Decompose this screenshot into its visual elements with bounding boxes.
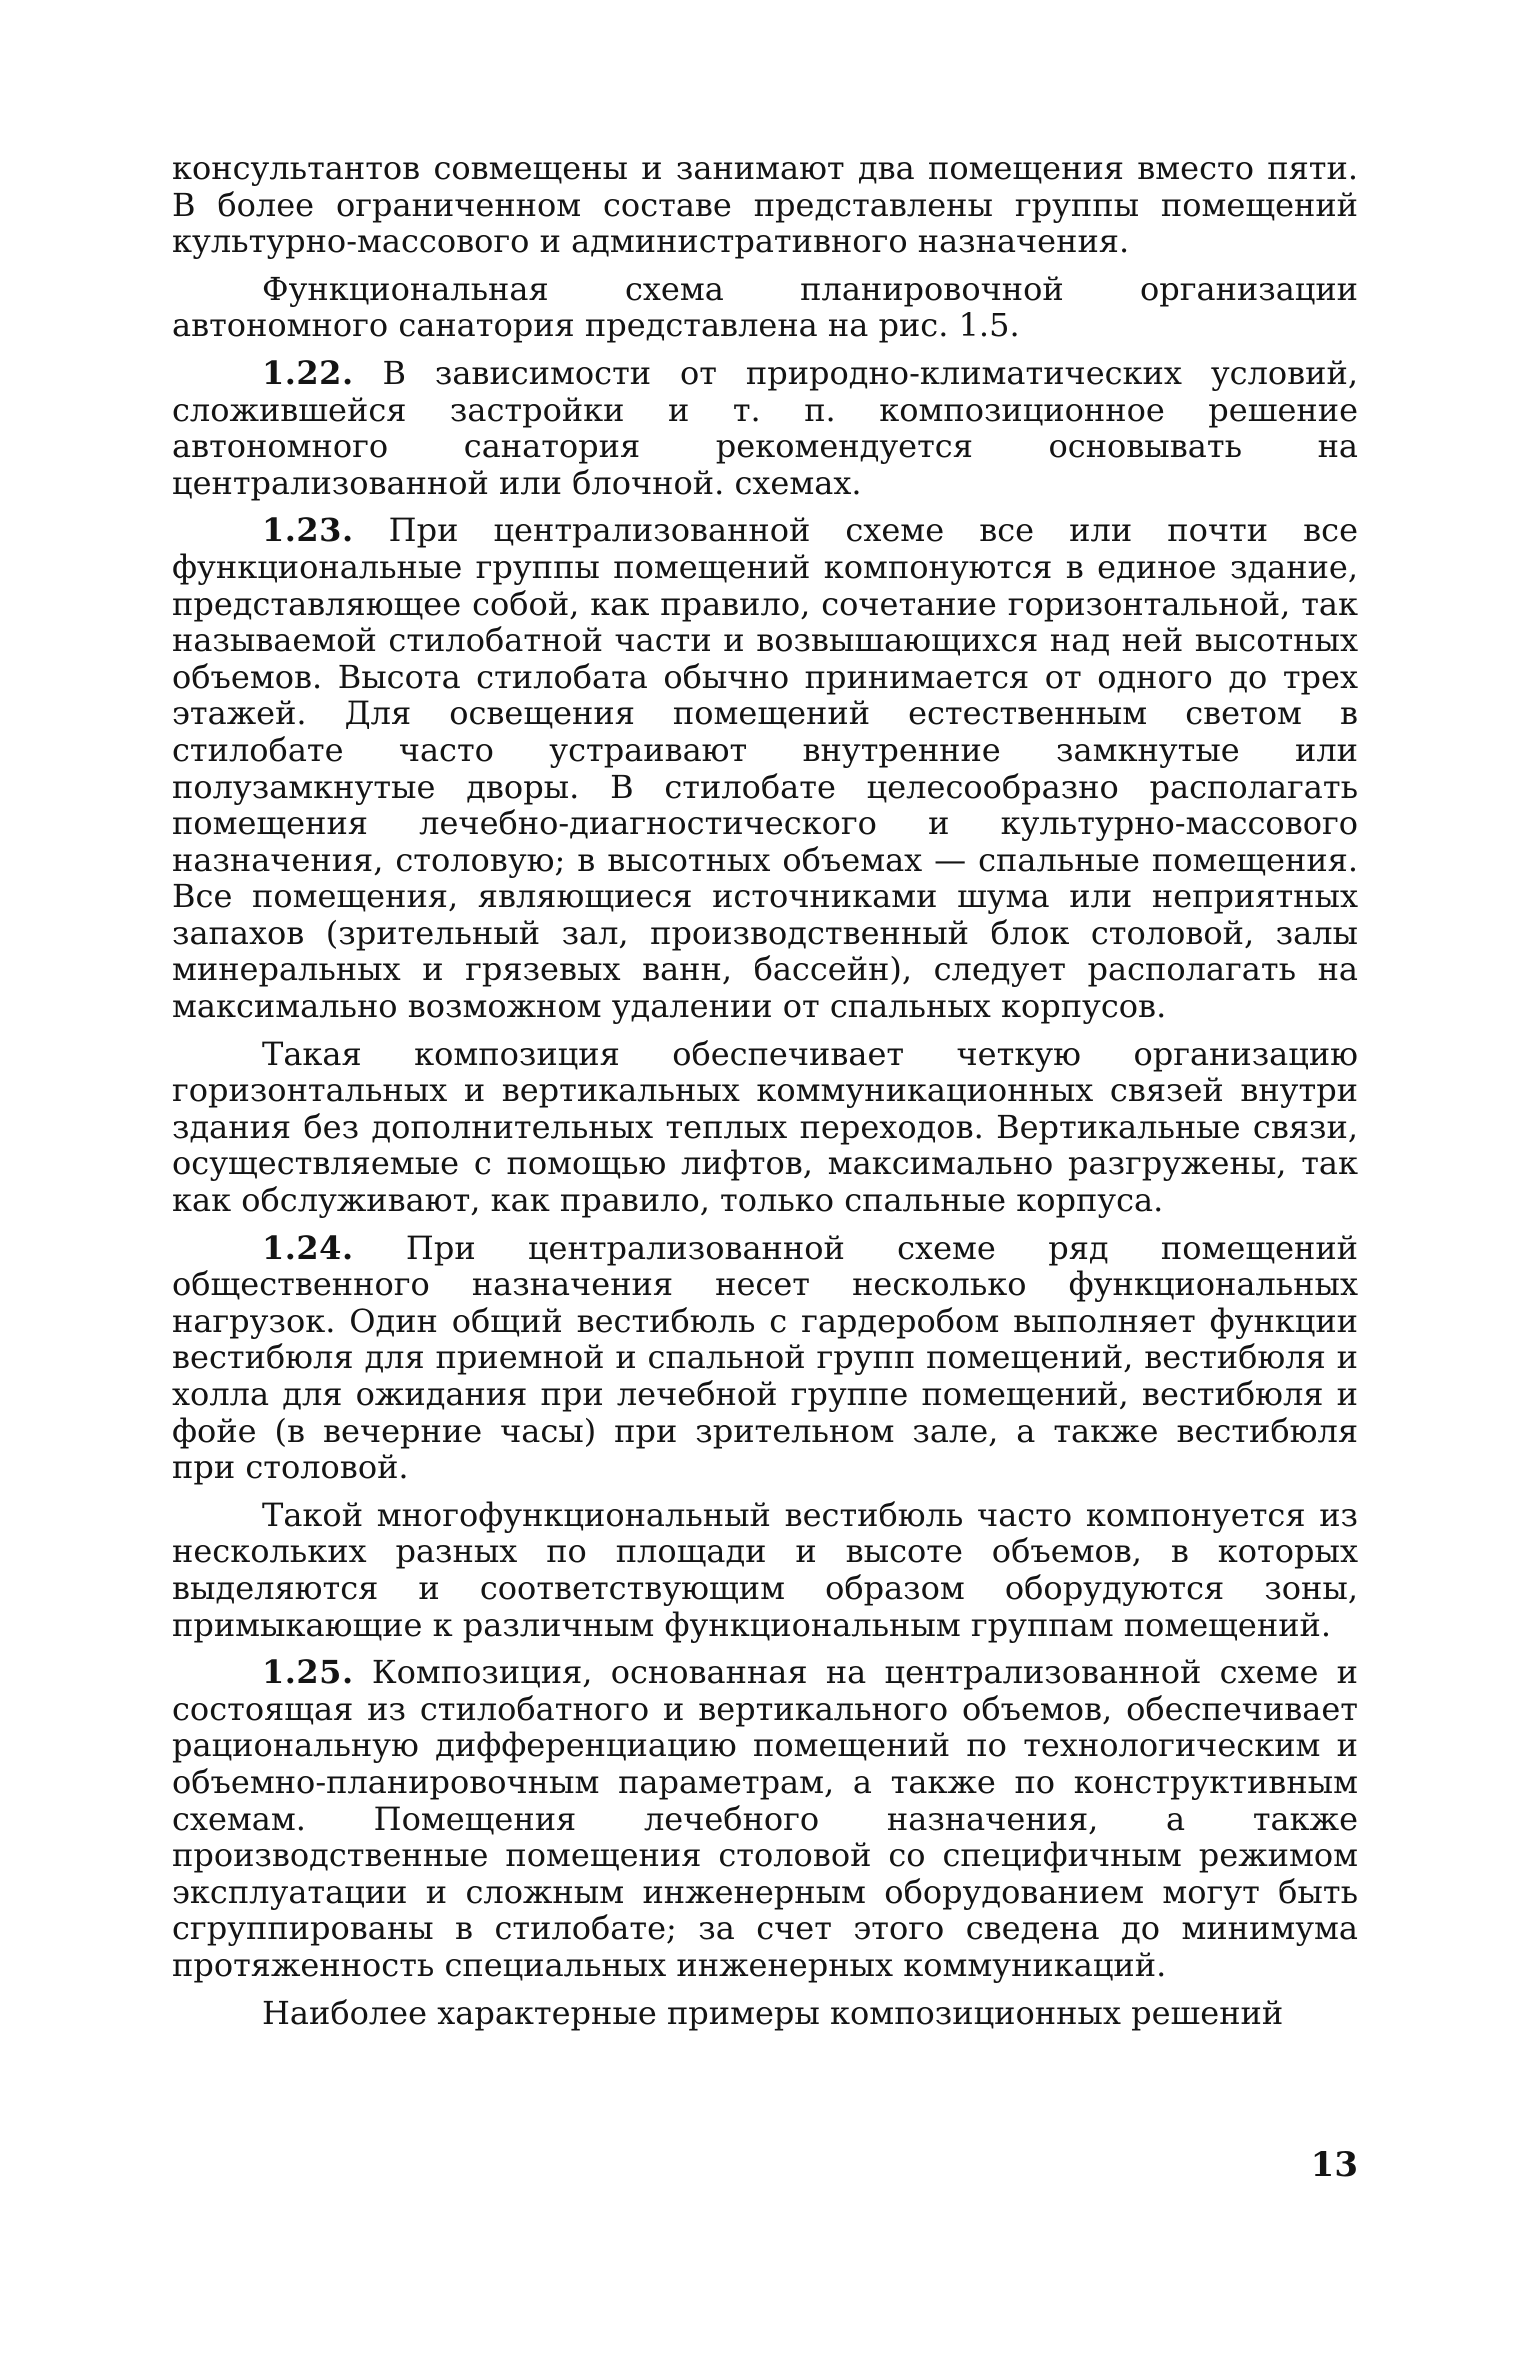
- paragraph-text: консультантов совмещены и занимают два помещения вместо пяти. В более ограниченном составе представлены группы помещений культурно-массового и административного назначения.: [172, 149, 1358, 261]
- paragraph-text: Наиболее характерные примеры композиционных решений: [262, 1993, 1284, 2032]
- paragraph-1-23: [172, 512, 1358, 1024]
- section-number: 1.22.: [262, 353, 354, 392]
- paragraph-text: В зависимости от природно-климатических условий, сложившейся застройки и т. п. композиционное решение автономного санатория рекомендуется основывать на централизованной или блочной. схемах.: [172, 353, 1359, 502]
- paragraph-text: Такая композиция обеспечивает четкую организацию горизонтальных и вертикальных коммуникационных связей внутри здания без дополнительных теплых переходов. Вертикальные связи, осуществляемые с помощью лифтов, максимально разгружены, так как обслуживают, как правило, только спальные корпуса.: [172, 1034, 1358, 1220]
- section-number: 1.23.: [262, 511, 354, 550]
- paragraph-1-24: [172, 1230, 1358, 1486]
- section-number: 1.25.: [262, 1653, 354, 1692]
- paragraph-functional-scheme: [172, 271, 1358, 344]
- paragraph-text: При централизованной схеме ряд помещений общественного назначения несет несколько функциональных нагрузок. Один общий вестибюль с гардеробом выполняет функции вестибюля для приемной и спальной групп помещений, вестибюля и холла для ожидания при лечебной группе помещений, вестибюля и фойе (в вечерние часы) при зрительном зале, а также вестибюля при столовой.: [172, 1228, 1359, 1487]
- paragraph-text: Такой многофункциональный вестибюль часто компонуется из нескольких разных по площади и высоте объемов, в которых выделяются и соответствующим образом оборудуются зоны, примыкающие к различным функциональным группам помещений.: [172, 1495, 1358, 1644]
- section-number: 1.24.: [262, 1228, 354, 1267]
- paragraph-text: Функциональная схема планировочной организации автономного санатория представлена на рис. 1.5.: [172, 269, 1358, 345]
- paragraph-text: Композиция, основанная на централизованной схеме и состоящая из стилобатного и вертикального объемов, обеспечивает рациональную дифференциацию помещений по технологическим и объемно-планировочным параметрам, а также по конструктивным схемам. Помещения лечебного назначения, а также производственные помещения столовой со специфичным режимом эксплуатации и сложным инженерным оборудованием могут быть сгруппированы в стилобате; за счет этого сведена до минимума протяженность специальных инженерных коммуникаций.: [172, 1653, 1359, 1984]
- paragraph-multifunctional-vestibule: [172, 1497, 1358, 1643]
- paragraph-1-25: [172, 1654, 1358, 1983]
- page-number: 13: [1310, 2145, 1358, 2185]
- page-body: [172, 150, 1358, 2042]
- paragraph-consultants: [172, 150, 1358, 260]
- paragraph-composition: [172, 1036, 1358, 1219]
- paragraph-text: При централизованной схеме все или почти все функциональные группы помещений компонуются в единое здание, представляющее собой, как правило, сочетание горизонтальной, так называемой стилобатной части и возвышающихся над ней высотных объемов. Высота стилобата обычно принимается от одного до трех этажей. Для освещения помещений естественным светом в стилобате часто устраивают внутренние замкнутые или полузамкнутые дворы. В стилобате целесообразно располагать помещения лечебно-диагностического и культурно-массового назначения, столовую; в высотных объемах — спальные помещения. Все помещения, являющиеся источниками шума или неприятных запахов (зрительный зал, производственный блок столовой, залы минеральных и грязевых ванн, бассейн), следует располагать на максимально возможном удалении от спальных корпусов.: [172, 511, 1359, 1026]
- paragraph-examples: [172, 1995, 1358, 2032]
- paragraph-1-22: [172, 355, 1358, 501]
